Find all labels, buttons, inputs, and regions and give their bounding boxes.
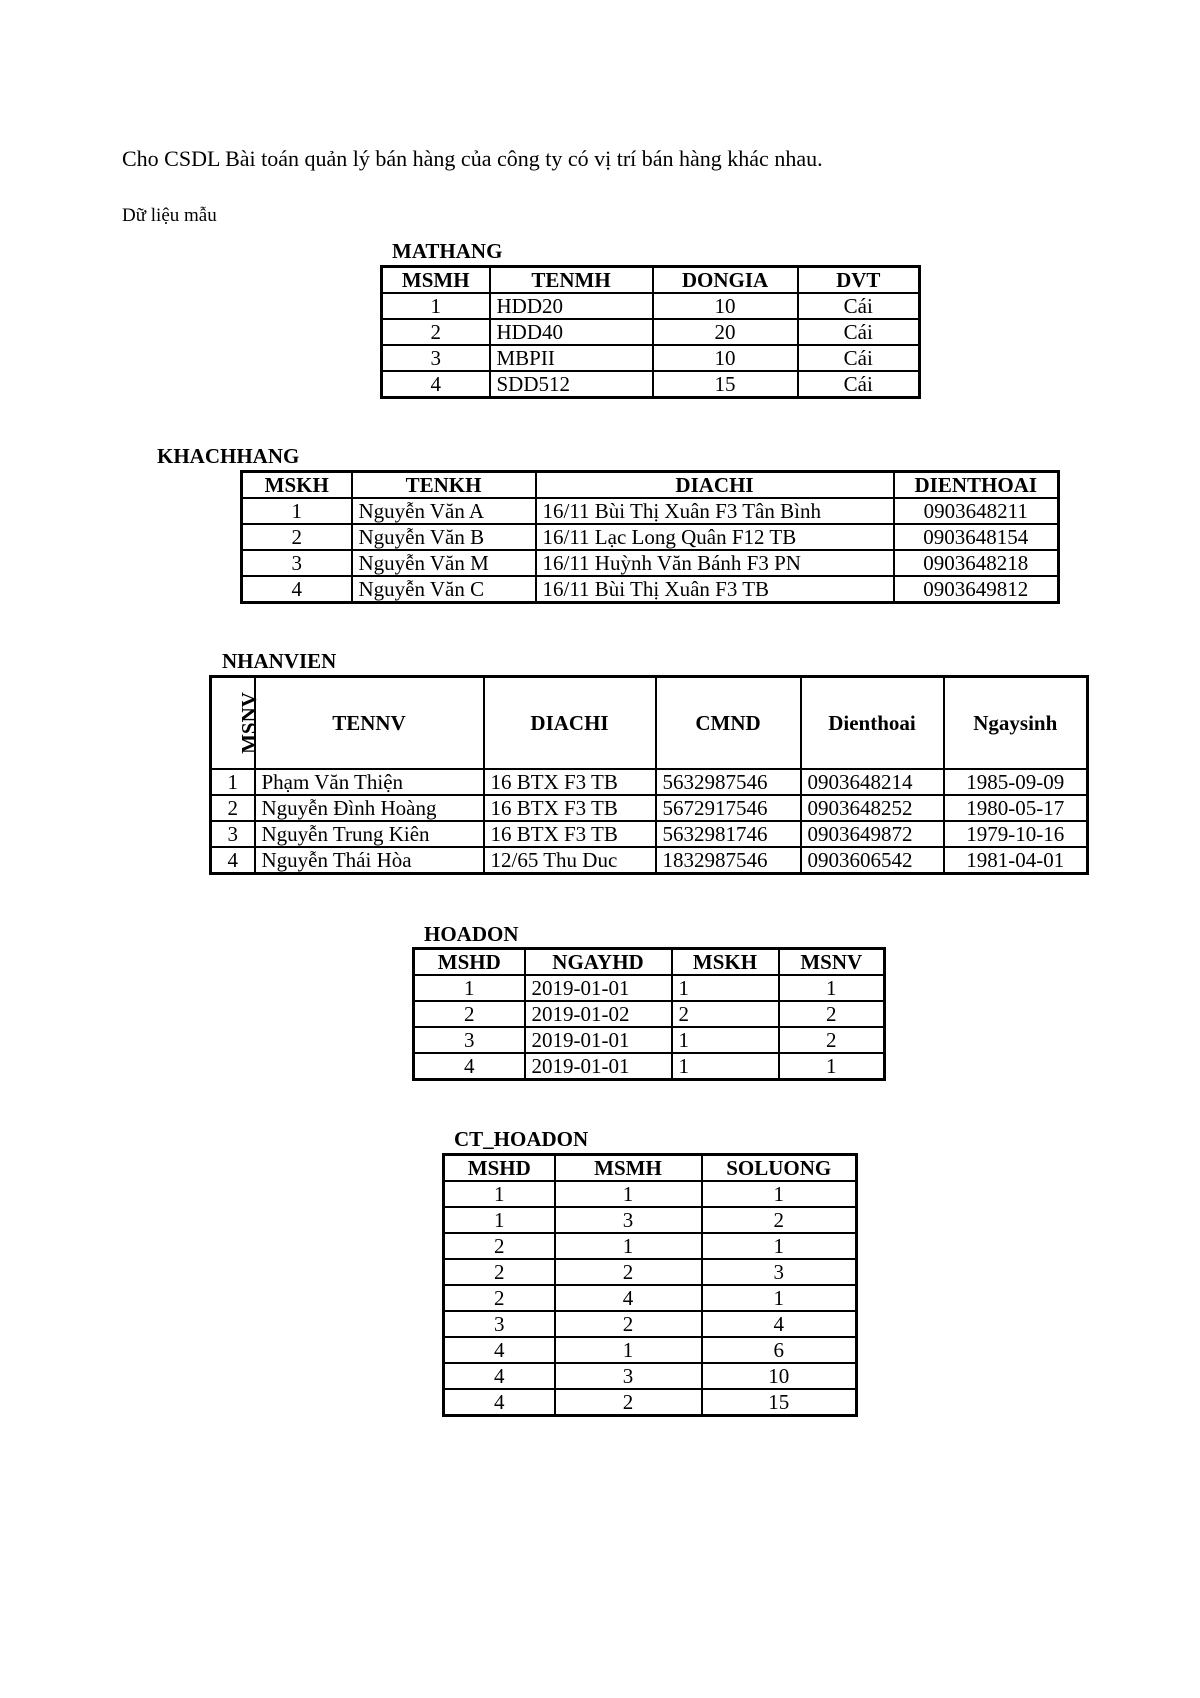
table-cell: 2 (779, 1027, 885, 1053)
ct-hoadon-title: CT_HOADON (454, 1127, 589, 1151)
table-cell: 16/11 Bùi Thị Xuân F3 TB (536, 576, 894, 603)
column-header: MSNV (211, 677, 255, 770)
table-cell: Nguyễn Trung Kiên (255, 821, 484, 847)
column-header: MSHD (444, 1155, 555, 1182)
table-cell: Nguyễn Văn B (352, 524, 536, 550)
column-header: MSHD (414, 949, 525, 976)
table-row (444, 1233, 857, 1259)
table-row (211, 821, 1088, 847)
table-cell: Cái (798, 345, 920, 371)
table-cell: 1985-09-09 (944, 769, 1088, 795)
table-row (444, 1207, 857, 1233)
table-row (382, 371, 920, 398)
table-row (444, 1181, 857, 1207)
table-cell: Nguyễn Văn M (352, 550, 536, 576)
table-cell: 1 (414, 975, 525, 1001)
table-cell: 10 (653, 345, 798, 371)
table-row (414, 1027, 885, 1053)
table-cell: 2 (702, 1207, 857, 1233)
table-cell: 0903606542 (801, 847, 944, 874)
table-cell: 16/11 Lạc Long Quân F12 TB (536, 524, 894, 550)
table-cell: 4 (414, 1053, 525, 1080)
table-cell: 12/65 Thu Duc (484, 847, 656, 874)
khachhang-table (240, 470, 1060, 604)
table-cell: Nguyễn Đình Hoàng (255, 795, 484, 821)
khachhang-header-row (242, 472, 1059, 499)
table-cell: HDD20 (490, 293, 653, 319)
table-cell: 16/11 Bùi Thị Xuân F3 Tân Bình (536, 498, 894, 524)
table-row (382, 293, 920, 319)
table-cell: 16/11 Huỳnh Văn Bánh F3 PN (536, 550, 894, 576)
table-cell: 1 (672, 1053, 779, 1080)
table-cell: 4 (242, 576, 352, 603)
table-cell: 16 BTX F3 TB (484, 769, 656, 795)
table-cell: 1 (555, 1337, 702, 1363)
table-cell: 0903648154 (894, 524, 1059, 550)
table-cell: 2 (444, 1233, 555, 1259)
table-cell: 2 (444, 1285, 555, 1311)
table-cell: Nguyễn Văn A (352, 498, 536, 524)
table-row (444, 1259, 857, 1285)
table-cell: 3 (702, 1259, 857, 1285)
mathang-header-row (382, 267, 920, 294)
table-cell: 1 (779, 975, 885, 1001)
table-cell: 1 (242, 498, 352, 524)
table-cell: 2 (242, 524, 352, 550)
table-row (444, 1285, 857, 1311)
table-cell: 0903649872 (801, 821, 944, 847)
table-cell: HDD40 (490, 319, 653, 345)
mathang-title: MATHANG (392, 239, 503, 263)
column-header: DIENTHOAI (894, 472, 1059, 499)
table-cell: 4 (444, 1389, 555, 1416)
table-cell: 3 (555, 1207, 702, 1233)
table-cell: 20 (653, 319, 798, 345)
table-cell: 2 (211, 795, 255, 821)
column-header: TENKH (352, 472, 536, 499)
table-cell: 6 (702, 1337, 857, 1363)
nhanvien-table (209, 675, 1089, 875)
table-row (242, 576, 1059, 603)
table-cell: 1 (444, 1181, 555, 1207)
column-header: Ngaysinh (944, 677, 1088, 770)
table-row (211, 847, 1088, 874)
ct-hoadon-body (444, 1181, 857, 1416)
table-cell: 1979-10-16 (944, 821, 1088, 847)
table-row (211, 795, 1088, 821)
table-cell: 2 (672, 1001, 779, 1027)
table-cell: 2 (779, 1001, 885, 1027)
khachhang-title: KHACHHANG (157, 444, 300, 468)
table-cell: 0903648218 (894, 550, 1059, 576)
ct-hoadon-header-row (444, 1155, 857, 1182)
sample-data-heading: Dữ liệu mẫu (122, 205, 217, 226)
hoadon-header-row (414, 949, 885, 976)
table-row (444, 1311, 857, 1337)
column-header: MSKH (672, 949, 779, 976)
column-header: DIACHI (484, 677, 656, 770)
table-cell: 4 (444, 1363, 555, 1389)
column-header: TENNV (255, 677, 484, 770)
column-header: MSMH (555, 1155, 702, 1182)
column-header: MSMH (382, 267, 490, 294)
table-cell: 5672917546 (656, 795, 801, 821)
table-cell: 5632987546 (656, 769, 801, 795)
table-cell: 3 (211, 821, 255, 847)
table-row (414, 1001, 885, 1027)
mathang-body (382, 293, 920, 398)
table-cell: 2019-01-01 (525, 975, 672, 1001)
column-header: CMND (656, 677, 801, 770)
table-cell: 1 (702, 1285, 857, 1311)
table-cell: 16 BTX F3 TB (484, 795, 656, 821)
table-cell: 1 (672, 975, 779, 1001)
khachhang-body (242, 498, 1059, 603)
table-row (242, 550, 1059, 576)
hoadon-header (414, 949, 885, 976)
table-cell: 10 (653, 293, 798, 319)
table-cell: 2 (555, 1389, 702, 1416)
table-cell: 1 (672, 1027, 779, 1053)
intro-text: Cho CSDL Bài toán quản lý bán hàng của công ty có vị trí bán hàng khác nhau. (122, 146, 823, 171)
hoadon-body (414, 975, 885, 1080)
table-row (382, 345, 920, 371)
table-cell: 4 (382, 371, 490, 398)
column-header: MSKH (242, 472, 352, 499)
mathang-table (380, 265, 921, 399)
table-cell: 4 (211, 847, 255, 874)
table-cell: 3 (444, 1311, 555, 1337)
column-header: DONGIA (653, 267, 798, 294)
table-cell: 10 (702, 1363, 857, 1389)
hoadon-title: HOADON (424, 922, 519, 946)
table-cell: 1 (382, 293, 490, 319)
table-cell: Nguyễn Thái Hòa (255, 847, 484, 874)
table-row (444, 1337, 857, 1363)
table-cell: 3 (555, 1363, 702, 1389)
table-cell: 2 (382, 319, 490, 345)
hoadon-table (412, 947, 886, 1081)
table-cell: 2019-01-01 (525, 1053, 672, 1080)
table-cell: 1832987546 (656, 847, 801, 874)
table-cell: MBPII (490, 345, 653, 371)
column-header: NGAYHD (525, 949, 672, 976)
table-cell: 3 (414, 1027, 525, 1053)
table-cell: SDD512 (490, 371, 653, 398)
column-header: SOLUONG (702, 1155, 857, 1182)
column-header: DVT (798, 267, 920, 294)
nhanvien-title: NHANVIEN (222, 649, 337, 673)
table-cell: 3 (242, 550, 352, 576)
table-cell: 5632981746 (656, 821, 801, 847)
table-row (444, 1389, 857, 1416)
table-cell: Cái (798, 293, 920, 319)
table-cell: 2019-01-02 (525, 1001, 672, 1027)
table-row (414, 975, 885, 1001)
table-cell: 0903649812 (894, 576, 1059, 603)
table-cell: 0903648252 (801, 795, 944, 821)
column-header: MSNV (779, 949, 885, 976)
table-cell: 2 (414, 1001, 525, 1027)
table-cell: 1980-05-17 (944, 795, 1088, 821)
table-row (444, 1363, 857, 1389)
table-row (382, 319, 920, 345)
table-cell: 2019-01-01 (525, 1027, 672, 1053)
table-cell: 0903648214 (801, 769, 944, 795)
column-header: TENMH (490, 267, 653, 294)
table-cell: 1 (555, 1233, 702, 1259)
table-row (242, 524, 1059, 550)
table-cell: 16 BTX F3 TB (484, 821, 656, 847)
ct-hoadon-header (444, 1155, 857, 1182)
table-cell: 2 (555, 1259, 702, 1285)
table-cell: 1 (702, 1233, 857, 1259)
table-cell: 4 (444, 1337, 555, 1363)
table-cell: 2 (444, 1259, 555, 1285)
table-cell: 0903648211 (894, 498, 1059, 524)
table-cell: 4 (555, 1285, 702, 1311)
khachhang-header (242, 472, 1059, 499)
table-row (414, 1053, 885, 1080)
table-cell: 2 (555, 1311, 702, 1337)
table-cell: 1 (779, 1053, 885, 1080)
mathang-header (382, 267, 920, 294)
table-cell: 1 (444, 1207, 555, 1233)
table-cell: 1 (702, 1181, 857, 1207)
column-header: Dienthoai (801, 677, 944, 770)
table-cell: 15 (653, 371, 798, 398)
table-cell: 4 (702, 1311, 857, 1337)
table-cell: Phạm Văn Thiện (255, 769, 484, 795)
table-cell: Nguyễn Văn C (352, 576, 536, 603)
column-header: DIACHI (536, 472, 894, 499)
table-cell: 1981-04-01 (944, 847, 1088, 874)
ct-hoadon-table (442, 1153, 858, 1417)
table-cell: 1 (211, 769, 255, 795)
table-cell: 3 (382, 345, 490, 371)
nhanvien-body (211, 769, 1088, 874)
nhanvien-header-row (211, 677, 1088, 770)
table-cell: Cái (798, 371, 920, 398)
table-row (242, 498, 1059, 524)
nhanvien-header (211, 677, 1088, 770)
table-cell: 15 (702, 1389, 857, 1416)
table-cell: 1 (555, 1181, 702, 1207)
table-row (211, 769, 1088, 795)
table-cell: Cái (798, 319, 920, 345)
